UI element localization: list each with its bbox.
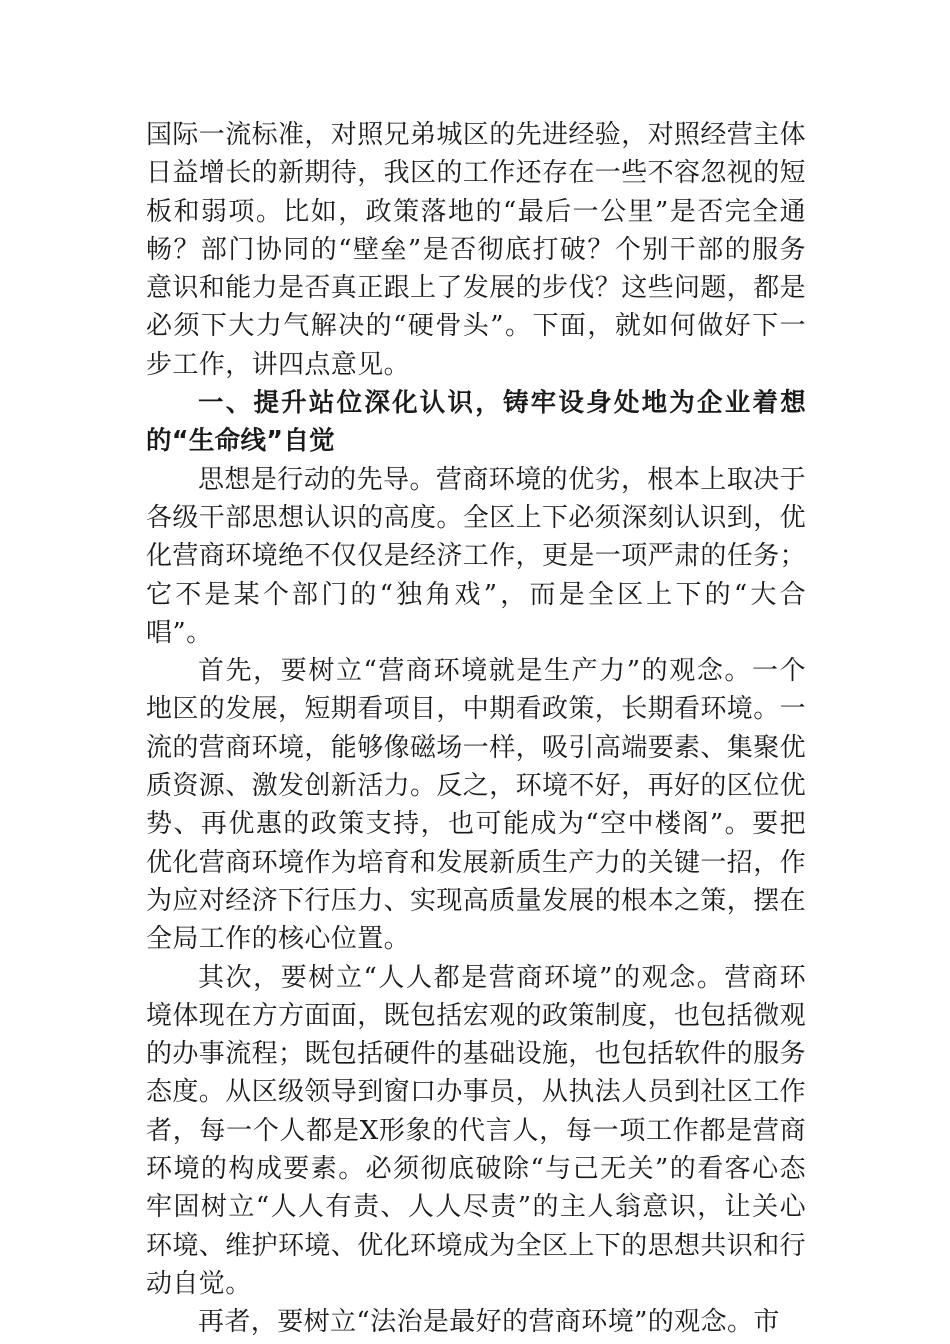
document-page xyxy=(146,116,806,1342)
section-heading-1: 一、提升站位深化认识，铸牢设身处地为企业着想的“生命线”自觉 xyxy=(146,388,806,457)
paragraph-intro: 国际一流标准，对照兄弟城区的先进经验，对照经营主体日益增长的新期待，我区的工作还存在一些不容忽视的短板和弱项。比如，政策落地的“最后一公里”是否完全通畅？部门协同的“壁垒”是否彻底打破？个别干部的服务意识和能力是否真正跟上了发展的步伐？这些问题，都是必须下大力气解决的“硬骨头”。下面，就如何做好下一步工作，讲四点意见。 xyxy=(146,120,807,380)
paragraph-thinking: 思想是行动的先导。营商环境的优劣，根本上取决于各级干部思想认识的高度。全区上下必须深刻认识到，优化营商环境绝不仅仅是经济工作，更是一项严肃的任务；它不是某个部门的“独角戏”，而是全区上下的“大合唱”。 xyxy=(146,464,807,648)
paragraph-second: 其次，要树立“人人都是营商环境”的观念。营商环境体现在方方面面，既包括宏观的政策制度，也包括微观的办事流程；既包括硬件的基础设施，也包括软件的服务态度。从区级领导到窗口办事员，从执法人员到社区工作者，每一个人都是X形象的代言人，每一项工作都是营商环境的构成要素。必须彻底破除“与己无关”的看客心态牢固树立“人人有责、人人尽责”的主人翁意识，让关心环境、维护环境、优化环境成为全区上下的思想共识和行动自觉。 xyxy=(146,962,807,1299)
paragraph-third: 再者，要树立“法治是最好的营商环境”的观念。市 xyxy=(198,1307,780,1338)
paragraph-first: 首先，要树立“营商环境就是生产力”的观念。一个地区的发展，短期看项目，中期看政策，长期看环境。一流的营商环境，能够像磁场一样，吸引高端要素、集聚优质资源、激发创新活力。反之，环境不好，再好的区位优势、再优惠的政策支持，也可能成为“空中楼阁”。要把优化营商环境作为培育和发展新质生产力的关键一招，作为应对经济下行压力、实现高质量发展的根本之策，摆在全局工作的核心位置。 xyxy=(146,656,807,955)
